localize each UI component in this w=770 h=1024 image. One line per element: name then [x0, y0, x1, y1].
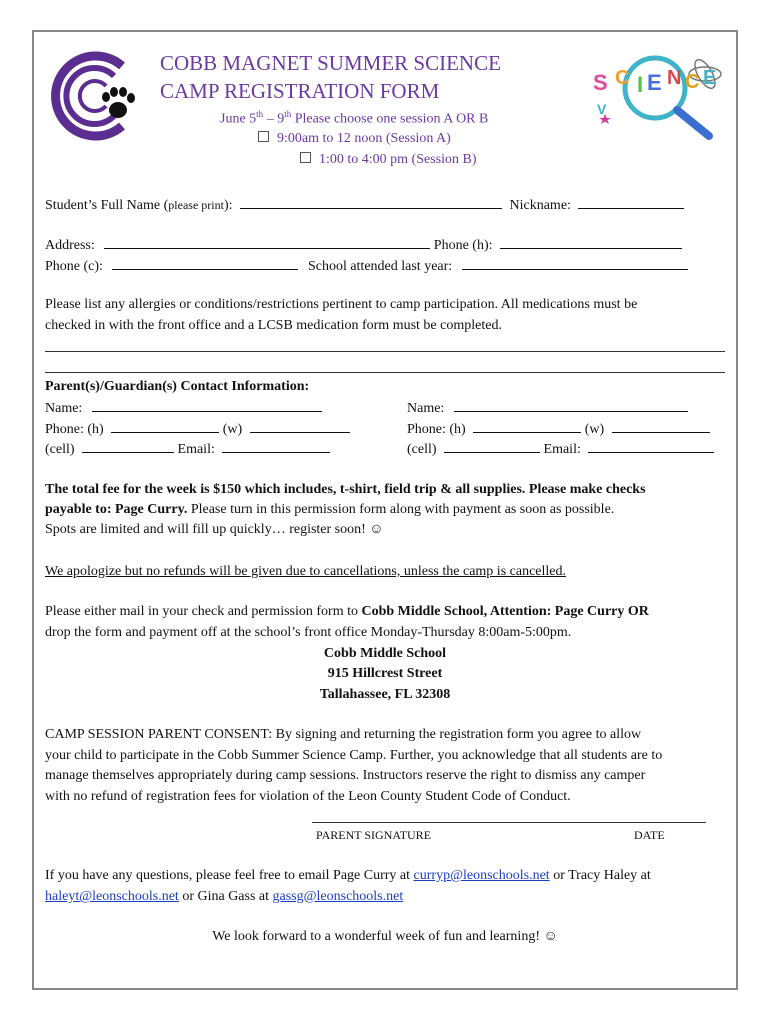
parent2-home-phone-field[interactable] [473, 420, 581, 433]
questions-line1: If you have any questions, please feel free to email Page Curry at curryp@leonschools.net or Tracy Haley at [45, 868, 651, 883]
svg-text:V: V [597, 101, 607, 117]
svg-text:E: E [647, 70, 662, 95]
svg-text:C: C [685, 71, 700, 93]
fee-text-line2: payable to: Page Curry. Please turn in this permission form along with payment as soon as possible. [45, 502, 615, 517]
email-link-haley[interactable]: haleyt@leonschools.net [45, 889, 179, 904]
session-a-option[interactable]: 9:00am to 12 noon (Session A) [258, 131, 451, 147]
student-name-row: Student’s Full Name (please print): Nickname: [45, 196, 684, 214]
science-logo-icon [585, 44, 725, 140]
form-title-line2: CAMP REGISTRATION FORM [160, 79, 440, 103]
svg-text:E: E [703, 67, 717, 89]
phone-school-row: Phone (c): School attended last year: [45, 257, 688, 275]
session-b-checkbox[interactable] [300, 152, 311, 163]
svg-text:S: S [593, 70, 608, 95]
parent2-phone-row: Phone: (h) (w) [407, 420, 710, 438]
questions-line2: haleyt@leonschools.net or Gina Gass at gassg@leonschools.net [45, 889, 404, 904]
parent1-name-row: Name: [45, 399, 322, 417]
consent-line1: CAMP SESSION PARENT CONSENT: By signing and returning the registration form you agree to allow [45, 727, 642, 742]
mail-text-line2: drop the form and payment off at the school’s front office Monday-Thursday 8:00am-5:00pm. [45, 625, 572, 640]
parent1-email-field[interactable] [222, 440, 330, 453]
parent1-phone-row: Phone: (h) (w) [45, 420, 350, 438]
date-label: DATE [634, 828, 665, 842]
parent2-name-row: Name: [407, 399, 688, 417]
address-row: Address: Phone (h): [45, 236, 682, 254]
fee-text-line3: Spots are limited and will fill up quickly… register soon! ☺ [45, 522, 384, 537]
closing-text: We look forward to a wonderful week of fun and learning! ☺ [212, 929, 558, 944]
consent-line4: with no refund of registration fees for violation of the Leon County Student Code of Conduct. [45, 789, 571, 804]
student-name-field[interactable] [240, 196, 502, 209]
parent2-name-field[interactable] [454, 399, 688, 412]
parent2-work-phone-field[interactable] [612, 420, 710, 433]
parent1-cell-row: (cell) Email: [45, 440, 330, 458]
cell-phone-field[interactable] [112, 257, 298, 270]
parent2-email-field[interactable] [588, 440, 714, 453]
parent1-home-phone-field[interactable] [111, 420, 219, 433]
allergies-field-line1[interactable] [45, 351, 725, 352]
session-b-option[interactable]: 1:00 to 4:00 pm (Session B) [300, 152, 477, 168]
nickname-field[interactable] [578, 196, 684, 209]
address-line1: Cobb Middle School [323, 646, 447, 661]
home-phone-field[interactable] [500, 236, 682, 249]
email-link-gass[interactable]: gassg@leonschools.net [272, 889, 404, 904]
parent1-name-field[interactable] [92, 399, 322, 412]
email-link-curry[interactable]: curryp@leonschools.net [413, 868, 550, 883]
address-line2: 915 Hillcrest Street [327, 666, 443, 681]
consent-line2: your child to participate in the Cobb Summer Science Camp. Further, you acknowledge that all students are to [45, 748, 663, 763]
form-title-line1: COBB MAGNET SUMMER SCIENCE [160, 51, 501, 75]
fee-text-line1: The total fee for the week is $150 which includes, t-shirt, field trip & all supplies. Please make checks [45, 482, 646, 497]
parent1-cell-field[interactable] [82, 440, 174, 453]
school-field[interactable] [462, 257, 688, 270]
allergies-field-line2[interactable] [45, 372, 725, 373]
parent1-work-phone-field[interactable] [250, 420, 350, 433]
svg-text:I: I [637, 72, 644, 97]
parent2-cell-field[interactable] [444, 440, 540, 453]
session-a-checkbox[interactable] [258, 131, 269, 142]
mail-text-line1: Please either mail in your check and permission form to Cobb Middle School, Attention: Page Curry OR [45, 604, 649, 619]
cobb-logo-icon [44, 48, 144, 144]
address-line3: Tallahassee, FL 32308 [319, 687, 451, 702]
session-dates: June 5th – 9th Please choose one session A OR B [220, 109, 489, 127]
svg-text:N: N [667, 67, 682, 89]
signature-line[interactable] [312, 822, 706, 823]
allergies-text-line1: Please list any allergies or conditions/restrictions pertinent to camp participation. All medications must be [45, 297, 638, 312]
consent-line3: manage themselves appropriately during camp sessions. Instructors reserve the right to dismiss any camper [45, 768, 646, 783]
refund-notice: We apologize but no refunds will be given due to cancellations, unless the camp is cancelled. [45, 564, 566, 579]
contact-heading: Parent(s)/Guardian(s) Contact Information: [45, 379, 310, 394]
address-field[interactable] [104, 236, 430, 249]
signature-label: PARENT SIGNATURE [316, 828, 432, 842]
svg-text:C: C [615, 67, 630, 89]
allergies-text-line2: checked in with the front office and a LCSB medication form must be completed. [45, 318, 502, 333]
parent2-cell-row: (cell) Email: [407, 440, 714, 458]
